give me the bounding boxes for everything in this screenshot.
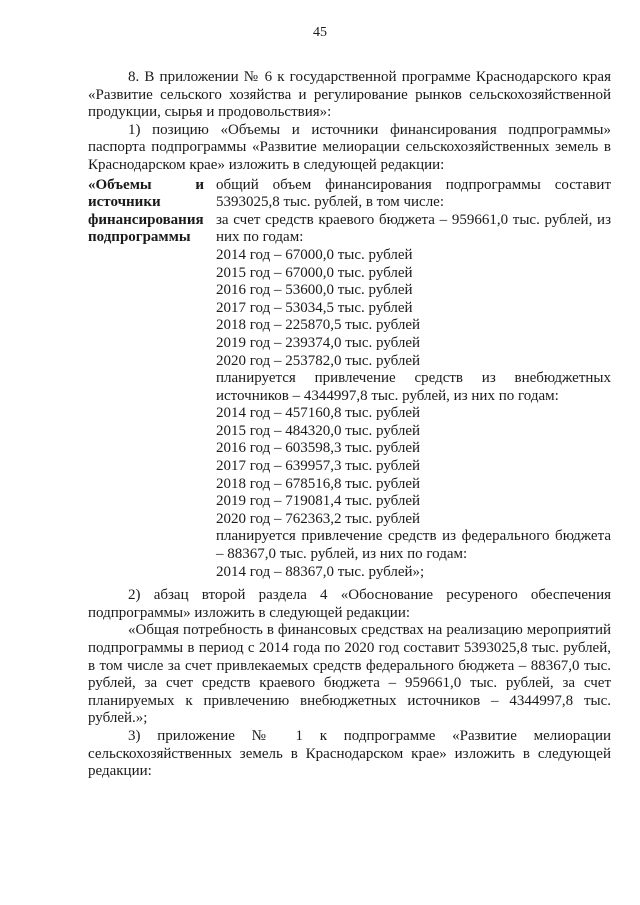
regional-year-line: 2015 год – 67000,0 тыс. рублей: [216, 264, 413, 281]
regional-budget: за счет средств краевого бюджета – 959661,0 тыс. рублей, из них по годам:: [216, 211, 611, 246]
regional-year-line: 2017 год – 53034,5 тыс. рублей: [216, 299, 413, 316]
federal-budget: планируется привлечение средств из федерального бюджета – 88367,0 тыс. рублей, из них по годам:: [216, 528, 611, 563]
document-body: [88, 69, 611, 781]
table-right-content: [204, 177, 611, 582]
total-financing: общий объем финансирования подпрограммы составит 5393025,8 тыс. рублей, в том числе:: [216, 176, 611, 211]
item-2-paragraph: 2) абзац второй раздела 4 «Обоснование ресуреного обеспечения подпрограммы» изложить в следующей редакции:: [88, 587, 611, 621]
quoted-paragraph: «Общая потребность в финансовых средствах на реализацию мероприятий подпрограммы в период с 2014 года по 2020 год составит 5393025,8 тыс. рублей, в том числе за счет привлекаемых средств федерального бюджета – 88367,0 тыс. рублей, за счет средств краевого бюджета – 959661,0 тыс. рублей, за счет планируемых к привлечению внебюджетных источников – 4344997,8 тыс. рублей.»;: [88, 622, 611, 727]
extrabudget-year-line: 2019 год – 719081,4 тыс. рублей: [216, 493, 421, 510]
page-number: 45: [313, 25, 327, 40]
extrabudget-year-line: 2016 год – 603598,3 тыс. рублей: [216, 440, 421, 457]
financing-table: [88, 177, 611, 582]
item-1-paragraph: 1) позицию «Объемы и источники финансирования подпрограммы» паспорта подпрограммы «Развитие мелиорации сельскохозяйственных земель в Краснодарском крае» изложить в следующей редакции:: [88, 121, 611, 173]
regional-year-line: 2014 год – 67000,0 тыс. рублей: [216, 246, 413, 263]
regional-year-line: 2018 год – 225870,5 тыс. рублей: [216, 317, 421, 334]
regional-year-line: 2016 год – 53600,0 тыс. рублей: [216, 282, 413, 299]
extrabudget-year-line: 2020 год – 762363,2 тыс. рублей: [216, 510, 421, 527]
extrabudget-year-line: 2018 год – 678516,8 тыс. рублей: [216, 475, 421, 492]
extrabudget-year-line: 2014 год – 457160,8 тыс. рублей: [216, 405, 421, 422]
regional-year-line: 2020 год – 253782,0 тыс. рублей: [216, 352, 421, 369]
item-8-paragraph: 8. В приложении № 6 к государственной программе Краснодарского края «Развитие сельского хозяйства и регулирование рынков сельскохозяйственной продукции, сырья и продовольствия»:: [88, 69, 611, 121]
regional-year-line: 2019 год – 239374,0 тыс. рублей: [216, 334, 421, 351]
table-left-label: «Объемы и источники финансирования подпрограммы: [88, 176, 204, 246]
extrabudget-year-line: 2015 год – 484320,0 тыс. рублей: [216, 422, 421, 439]
federal-year-line: 2014 год – 88367,0 тыс. рублей»;: [216, 563, 425, 580]
extrabudget-year-line: 2017 год – 639957,3 тыс. рублей: [216, 458, 421, 475]
item-3-paragraph: 3) приложение № 1 к подпрограмме «Развитие мелиорации сельскохозяйственных земель в Краснодарском крае» изложить в следующей редакции:: [88, 727, 611, 780]
extrabudget-sources: планируется привлечение средств из внебюджетных источников – 4344997,8 тыс. рублей, из них по годам:: [216, 370, 611, 404]
